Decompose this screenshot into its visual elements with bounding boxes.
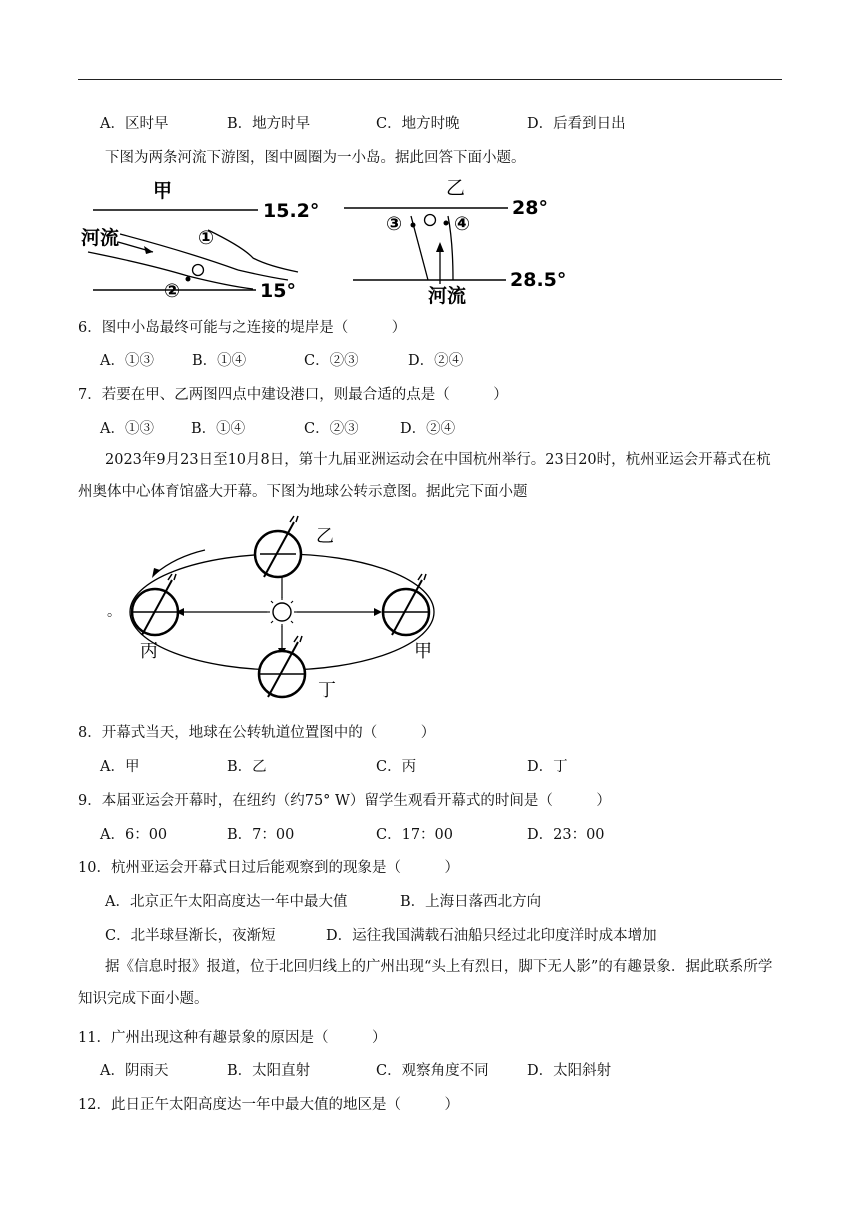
intro-guangzhou: 据《信息时报》报道，位于北回归线上的广州出现“头上有烈日，脚下无人影”的有趣景象．据此联系所学知识完成下面小题。 bbox=[78, 959, 773, 1007]
label-river-left: 河流 bbox=[81, 227, 120, 249]
q9-option-d: D．23：00 bbox=[527, 827, 605, 843]
earth-bing bbox=[132, 574, 178, 635]
point-3: ③ bbox=[386, 213, 403, 235]
q12-stem: 12．此日正午太阳高度达一年中最大值的地区是（ ） bbox=[78, 1097, 459, 1113]
q8-option-d: D．丁 bbox=[527, 759, 568, 775]
river-diagram-yi bbox=[344, 177, 566, 307]
sun-icon bbox=[267, 597, 297, 627]
q9-stem: 9．本届亚运会开幕时，在纽约（约75° W）留学生观看开幕式的时间是（ ） bbox=[78, 793, 611, 809]
label-orbit-jia: 甲 bbox=[414, 641, 432, 662]
label-orbit-bing: 丙 bbox=[140, 641, 158, 662]
q10-stem: 10．杭州亚运会开幕式日过后能观察到的现象是（ ） bbox=[78, 860, 459, 876]
q6-option-a: A．①③ bbox=[100, 353, 154, 369]
label-15: 15° bbox=[260, 280, 296, 302]
q10-option-b: B．上海日落西北方向 bbox=[400, 894, 542, 910]
label-yi: 乙 bbox=[446, 177, 466, 199]
label-orbit-dot: 。 bbox=[107, 604, 121, 620]
intro-asian-games: 2023年9月23日至10月8日，第十九届亚洲运动会在中国杭州举行。23日20时，杭州亚运会开幕式在杭州奥体中心体育馆盛大开幕。下图为地球公转示意图。据此完下面小题 bbox=[78, 452, 771, 500]
q10-option-a: A．北京正午太阳高度达一年中最大值 bbox=[105, 894, 348, 910]
q8-stem: 8．开幕式当天，地球在公转轨道位置图中的（ ） bbox=[78, 725, 436, 741]
q10-option-d: D．运往我国满载石油船只经过北印度洋时成本增加 bbox=[326, 928, 657, 944]
header-rule bbox=[78, 79, 782, 80]
q8-option-c: C．丙 bbox=[376, 759, 417, 775]
q7-option-c: C．②③ bbox=[304, 421, 359, 437]
q9-option-a: A．6：00 bbox=[100, 827, 168, 843]
label-15-2: 15.2° bbox=[263, 200, 320, 222]
label-jia: 甲 bbox=[153, 180, 173, 202]
river-figure bbox=[78, 172, 578, 307]
earth-jia bbox=[383, 574, 429, 635]
q9-option-c: C．17：00 bbox=[376, 827, 453, 843]
option-b: B．地方时早 bbox=[227, 116, 311, 132]
q8-option-b: B．乙 bbox=[227, 759, 267, 775]
q7-option-b: B．①④ bbox=[191, 421, 246, 437]
river-diagram-jia bbox=[81, 180, 319, 302]
q9-option-b: B．7：00 bbox=[227, 827, 295, 843]
q8-option-a: A．甲 bbox=[100, 759, 140, 775]
q10-option-c: C．北半球昼渐长，夜渐短 bbox=[105, 928, 276, 944]
q11-option-a: A．阴雨天 bbox=[100, 1063, 169, 1079]
q6-option-c: C．②③ bbox=[304, 353, 359, 369]
point-2: ② bbox=[164, 280, 181, 302]
q11-stem: 11．广州出现这种有趣景象的原因是（ ） bbox=[78, 1030, 387, 1046]
option-d: D．后看到日出 bbox=[527, 116, 626, 132]
earth-yi bbox=[255, 516, 301, 577]
option-c: C．地方时晚 bbox=[376, 116, 460, 132]
label-28: 28° bbox=[512, 197, 548, 219]
q7-option-a: A．①③ bbox=[100, 421, 154, 437]
orbit-figure bbox=[100, 512, 460, 707]
label-river-right: 河流 bbox=[428, 285, 467, 307]
q6-stem: 6．图中小岛最终可能与之连接的堤岸是（ ） bbox=[78, 320, 407, 336]
q11-option-d: D．太阳斜射 bbox=[527, 1063, 612, 1079]
label-orbit-yi: 乙 bbox=[316, 526, 334, 547]
q11-option-c: C．观察角度不同 bbox=[376, 1063, 489, 1079]
point-4: ④ bbox=[454, 213, 471, 235]
q6-option-d: D．②④ bbox=[408, 353, 464, 369]
q7-stem: 7．若要在甲、乙两图四点中建设港口，则最合适的点是（ ） bbox=[78, 387, 508, 403]
label-28-5: 28.5° bbox=[510, 269, 567, 291]
q6-option-b: B．①④ bbox=[192, 353, 247, 369]
label-orbit-ding: 丁 bbox=[318, 680, 336, 701]
q7-option-d: D．②④ bbox=[400, 421, 456, 437]
point-1: ① bbox=[198, 227, 215, 249]
option-a: A．区时早 bbox=[100, 116, 169, 132]
intro-rivers: 下图为两条河流下游图，图中圆圈为一小岛。据此回答下面小题。 bbox=[105, 150, 526, 166]
q11-option-b: B．太阳直射 bbox=[227, 1063, 311, 1079]
